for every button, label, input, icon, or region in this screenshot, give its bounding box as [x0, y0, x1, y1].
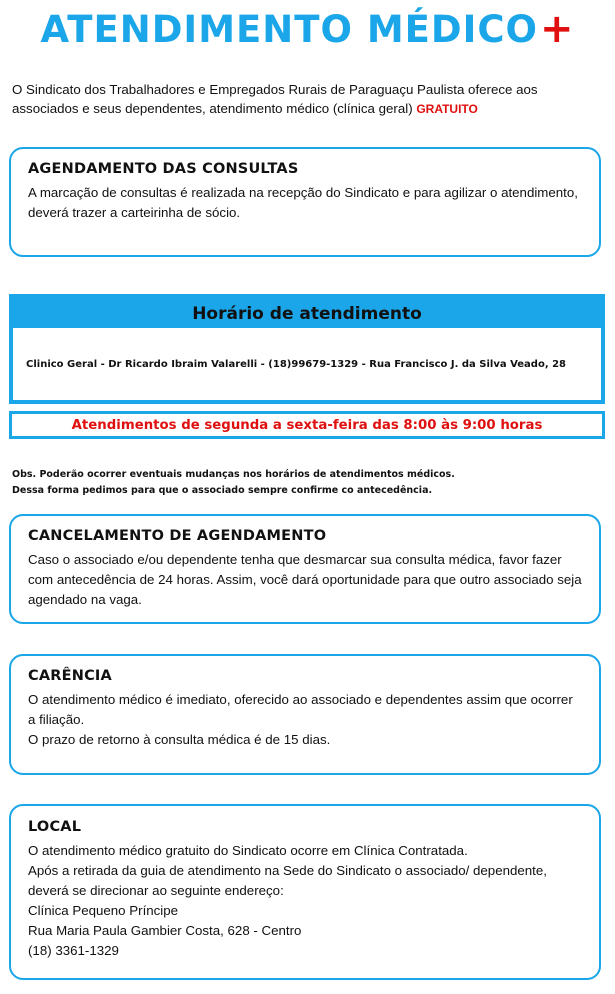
location-text-1: O atendimento médico gratuito do Sindicato ocorre em Clínica Contratada. [28, 843, 468, 858]
intro-paragraph [12, 80, 604, 119]
intro-text: O Sindicato dos Trabalhadores e Empregados Rurais de Paraguaçu Paulista oferece aos associados e seus dependentes, atendimento médico (clínica geral) [12, 82, 538, 116]
notice-line-1: Obs. Poderão ocorrer eventuais mudanças nos horários de atendimentos médicos. [12, 469, 455, 480]
scheduling-section [9, 147, 601, 257]
grace-text-1: O atendimento médico é imediato, oferecido ao associado e dependentes assim que ocorrer a filiação. [28, 692, 573, 727]
location-section [9, 804, 601, 980]
free-highlight: GRATUITO [416, 102, 478, 116]
grace-title: CARÊNCIA [28, 668, 112, 684]
doctor-info: Clinico Geral - Dr Ricardo Ibraim Valarelli - (18)99679-1329 - Rua Francisco J. da Silva Veado, 28 [26, 359, 567, 370]
clinic-name: Clínica Pequeno Príncipe [28, 903, 179, 918]
hours-title: Horário de atendimento [9, 294, 605, 328]
medical-cross-icon: + [540, 6, 575, 52]
clinic-phone: (18) 3361-1329 [28, 943, 119, 958]
notice [12, 467, 455, 499]
grace-text-2: O prazo de retorno à consulta médica é de 15 dias. [28, 732, 331, 747]
hours-section [9, 294, 605, 444]
page-title-text: ATENDIMENTO MÉDICO [40, 8, 539, 51]
location-title: LOCAL [28, 819, 82, 835]
page-title [0, 6, 615, 52]
cancellation-section [9, 514, 601, 624]
grace-section [9, 654, 601, 775]
hours-days: Atendimentos de segunda a sexta-feira das 8:00 às 9:00 horas [9, 411, 605, 439]
cancellation-title: CANCELAMENTO DE AGENDAMENTO [28, 528, 327, 544]
clinic-address: Rua Maria Paula Gambier Costa, 628 - Centro [28, 923, 302, 938]
location-text-2: Após a retirada da guia de atendimento na Sede do Sindicato o associado/ dependente, deverá se direcionar ao seguinte endereço: [28, 863, 547, 898]
notice-line-2: Dessa forma pedimos para que o associado sempre confirme co antecedência. [12, 485, 433, 496]
scheduling-text: A marcação de consultas é realizada na recepção do Sindicato e para agilizar o atendimento, deverá trazer a carteirinha de sócio. [28, 185, 578, 220]
hours-doctor-panel [9, 328, 605, 404]
cancellation-text: Caso o associado e/ou dependente tenha que desmarcar sua consulta médica, favor fazer com antecedência de 24 horas. Assim, você dará oportunidade para que outro associado seja agendado na vaga. [28, 552, 582, 607]
scheduling-title: AGENDAMENTO DAS CONSULTAS [28, 161, 299, 177]
